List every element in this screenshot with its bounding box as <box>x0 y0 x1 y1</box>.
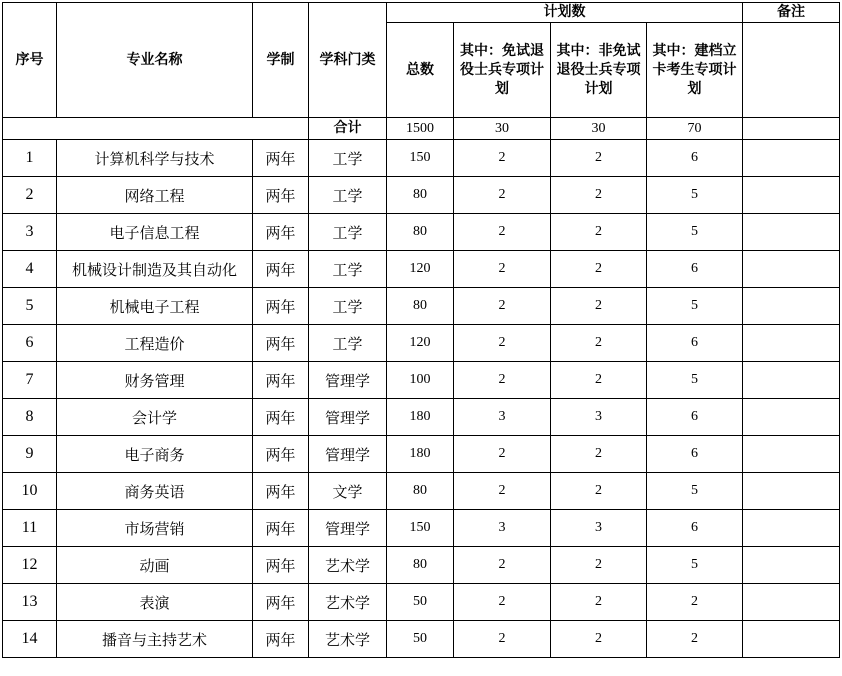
header-remark-blank <box>743 23 840 118</box>
table-row <box>3 140 840 177</box>
row-major: 电子商务 <box>57 436 253 473</box>
row-duration: 两年 <box>253 436 309 473</box>
row-seq: 10 <box>3 473 57 510</box>
row-category: 艺术学 <box>309 584 387 621</box>
row-major: 会计学 <box>57 399 253 436</box>
row-exempt: 2 <box>454 325 551 362</box>
row-category: 工学 <box>309 177 387 214</box>
row-category: 管理学 <box>309 399 387 436</box>
table-row <box>3 325 840 362</box>
row-category: 工学 <box>309 214 387 251</box>
row-nonexempt: 2 <box>551 177 647 214</box>
row-nonexempt: 2 <box>551 140 647 177</box>
row-nonexempt: 2 <box>551 621 647 658</box>
row-seq: 7 <box>3 362 57 399</box>
row-remark <box>743 621 840 658</box>
row-nonexempt: 2 <box>551 325 647 362</box>
row-exempt: 2 <box>454 621 551 658</box>
row-major: 表演 <box>57 584 253 621</box>
row-duration: 两年 <box>253 325 309 362</box>
row-remark <box>743 140 840 177</box>
row-remark <box>743 288 840 325</box>
row-poverty: 6 <box>647 251 743 288</box>
row-duration: 两年 <box>253 584 309 621</box>
row-major: 机械设计制造及其自动化 <box>57 251 253 288</box>
row-duration: 两年 <box>253 547 309 584</box>
row-exempt: 2 <box>454 251 551 288</box>
row-category: 管理学 <box>309 436 387 473</box>
row-major: 动画 <box>57 547 253 584</box>
summary-poverty: 70 <box>647 118 743 140</box>
row-poverty: 6 <box>647 140 743 177</box>
row-duration: 两年 <box>253 621 309 658</box>
row-poverty: 6 <box>647 436 743 473</box>
row-category: 管理学 <box>309 510 387 547</box>
row-poverty: 2 <box>647 584 743 621</box>
row-exempt: 2 <box>454 177 551 214</box>
row-total: 150 <box>387 140 454 177</box>
row-poverty: 5 <box>647 547 743 584</box>
row-nonexempt: 2 <box>551 584 647 621</box>
row-seq: 3 <box>3 214 57 251</box>
row-remark <box>743 399 840 436</box>
header-nonexempt-veteran: 其中：非免试退役士兵专项计划 <box>551 23 647 118</box>
row-total: 120 <box>387 251 454 288</box>
row-duration: 两年 <box>253 177 309 214</box>
table-row <box>3 177 840 214</box>
row-major: 机械电子工程 <box>57 288 253 325</box>
row-category: 艺术学 <box>309 547 387 584</box>
table-row <box>3 621 840 658</box>
row-remark <box>743 362 840 399</box>
row-duration: 两年 <box>253 214 309 251</box>
summary-label: 合计 <box>309 118 387 140</box>
row-total: 80 <box>387 177 454 214</box>
row-remark <box>743 214 840 251</box>
header-category: 学科门类 <box>309 3 387 118</box>
row-total: 100 <box>387 362 454 399</box>
row-major: 市场营销 <box>57 510 253 547</box>
row-seq: 9 <box>3 436 57 473</box>
row-exempt: 2 <box>454 436 551 473</box>
table-row <box>3 288 840 325</box>
row-seq: 13 <box>3 584 57 621</box>
row-nonexempt: 3 <box>551 510 647 547</box>
row-remark <box>743 436 840 473</box>
table-row <box>3 251 840 288</box>
row-seq: 14 <box>3 621 57 658</box>
row-major: 计算机科学与技术 <box>57 140 253 177</box>
summary-exempt: 30 <box>454 118 551 140</box>
row-exempt: 3 <box>454 399 551 436</box>
row-seq: 5 <box>3 288 57 325</box>
row-remark <box>743 251 840 288</box>
table-row <box>3 362 840 399</box>
row-remark <box>743 473 840 510</box>
row-duration: 两年 <box>253 251 309 288</box>
data-rows <box>3 140 840 658</box>
row-major: 财务管理 <box>57 362 253 399</box>
header-poverty: 其中：建档立卡考生专项计划 <box>647 23 743 118</box>
table-row <box>3 436 840 473</box>
header-major: 专业名称 <box>57 3 253 118</box>
row-poverty: 5 <box>647 473 743 510</box>
table-row <box>3 584 840 621</box>
table-row <box>3 399 840 436</box>
row-duration: 两年 <box>253 399 309 436</box>
enrollment-plan-table <box>2 2 840 658</box>
summary-remark <box>743 118 840 140</box>
row-seq: 8 <box>3 399 57 436</box>
row-seq: 12 <box>3 547 57 584</box>
row-category: 艺术学 <box>309 621 387 658</box>
row-major: 商务英语 <box>57 473 253 510</box>
row-exempt: 2 <box>454 288 551 325</box>
header-row-1 <box>3 3 840 23</box>
row-duration: 两年 <box>253 288 309 325</box>
header-exempt-veteran: 其中：免试退役士兵专项计划 <box>454 23 551 118</box>
row-major: 电子信息工程 <box>57 214 253 251</box>
row-category: 工学 <box>309 251 387 288</box>
row-major: 网络工程 <box>57 177 253 214</box>
row-poverty: 2 <box>647 621 743 658</box>
row-category: 工学 <box>309 325 387 362</box>
summary-total: 1500 <box>387 118 454 140</box>
header-plan-group: 计划数 <box>387 3 743 23</box>
row-remark <box>743 177 840 214</box>
row-duration: 两年 <box>253 362 309 399</box>
row-remark <box>743 325 840 362</box>
row-remark <box>743 547 840 584</box>
row-duration: 两年 <box>253 473 309 510</box>
row-remark <box>743 584 840 621</box>
row-exempt: 2 <box>454 362 551 399</box>
row-major: 工程造价 <box>57 325 253 362</box>
row-nonexempt: 2 <box>551 362 647 399</box>
row-exempt: 3 <box>454 510 551 547</box>
row-total: 180 <box>387 399 454 436</box>
row-category: 文学 <box>309 473 387 510</box>
row-nonexempt: 2 <box>551 288 647 325</box>
row-poverty: 5 <box>647 362 743 399</box>
row-nonexempt: 2 <box>551 214 647 251</box>
row-seq: 2 <box>3 177 57 214</box>
row-total: 80 <box>387 288 454 325</box>
row-poverty: 6 <box>647 510 743 547</box>
row-nonexempt: 2 <box>551 436 647 473</box>
row-seq: 11 <box>3 510 57 547</box>
row-exempt: 2 <box>454 214 551 251</box>
row-duration: 两年 <box>253 140 309 177</box>
row-total: 150 <box>387 510 454 547</box>
summary-row <box>3 118 840 140</box>
header-duration: 学制 <box>253 3 309 118</box>
row-poverty: 5 <box>647 177 743 214</box>
header-seq: 序号 <box>3 3 57 118</box>
header-remark: 备注 <box>743 3 840 23</box>
row-poverty: 5 <box>647 288 743 325</box>
row-total: 180 <box>387 436 454 473</box>
row-category: 工学 <box>309 288 387 325</box>
row-exempt: 2 <box>454 473 551 510</box>
row-nonexempt: 2 <box>551 473 647 510</box>
table-row <box>3 473 840 510</box>
row-seq: 4 <box>3 251 57 288</box>
row-duration: 两年 <box>253 510 309 547</box>
row-exempt: 2 <box>454 547 551 584</box>
table-row <box>3 214 840 251</box>
row-category: 管理学 <box>309 362 387 399</box>
summary-nonexempt: 30 <box>551 118 647 140</box>
row-nonexempt: 2 <box>551 251 647 288</box>
row-seq: 6 <box>3 325 57 362</box>
table-row <box>3 510 840 547</box>
row-major: 播音与主持艺术 <box>57 621 253 658</box>
row-exempt: 2 <box>454 140 551 177</box>
summary-blank <box>3 118 309 140</box>
row-total: 80 <box>387 547 454 584</box>
row-total: 50 <box>387 584 454 621</box>
row-poverty: 5 <box>647 214 743 251</box>
row-category: 工学 <box>309 140 387 177</box>
row-nonexempt: 3 <box>551 399 647 436</box>
row-total: 80 <box>387 214 454 251</box>
table-row <box>3 547 840 584</box>
row-total: 80 <box>387 473 454 510</box>
header-total: 总数 <box>387 23 454 118</box>
row-nonexempt: 2 <box>551 547 647 584</box>
row-exempt: 2 <box>454 584 551 621</box>
row-poverty: 6 <box>647 325 743 362</box>
row-remark <box>743 510 840 547</box>
row-poverty: 6 <box>647 399 743 436</box>
row-seq: 1 <box>3 140 57 177</box>
row-total: 120 <box>387 325 454 362</box>
row-total: 50 <box>387 621 454 658</box>
